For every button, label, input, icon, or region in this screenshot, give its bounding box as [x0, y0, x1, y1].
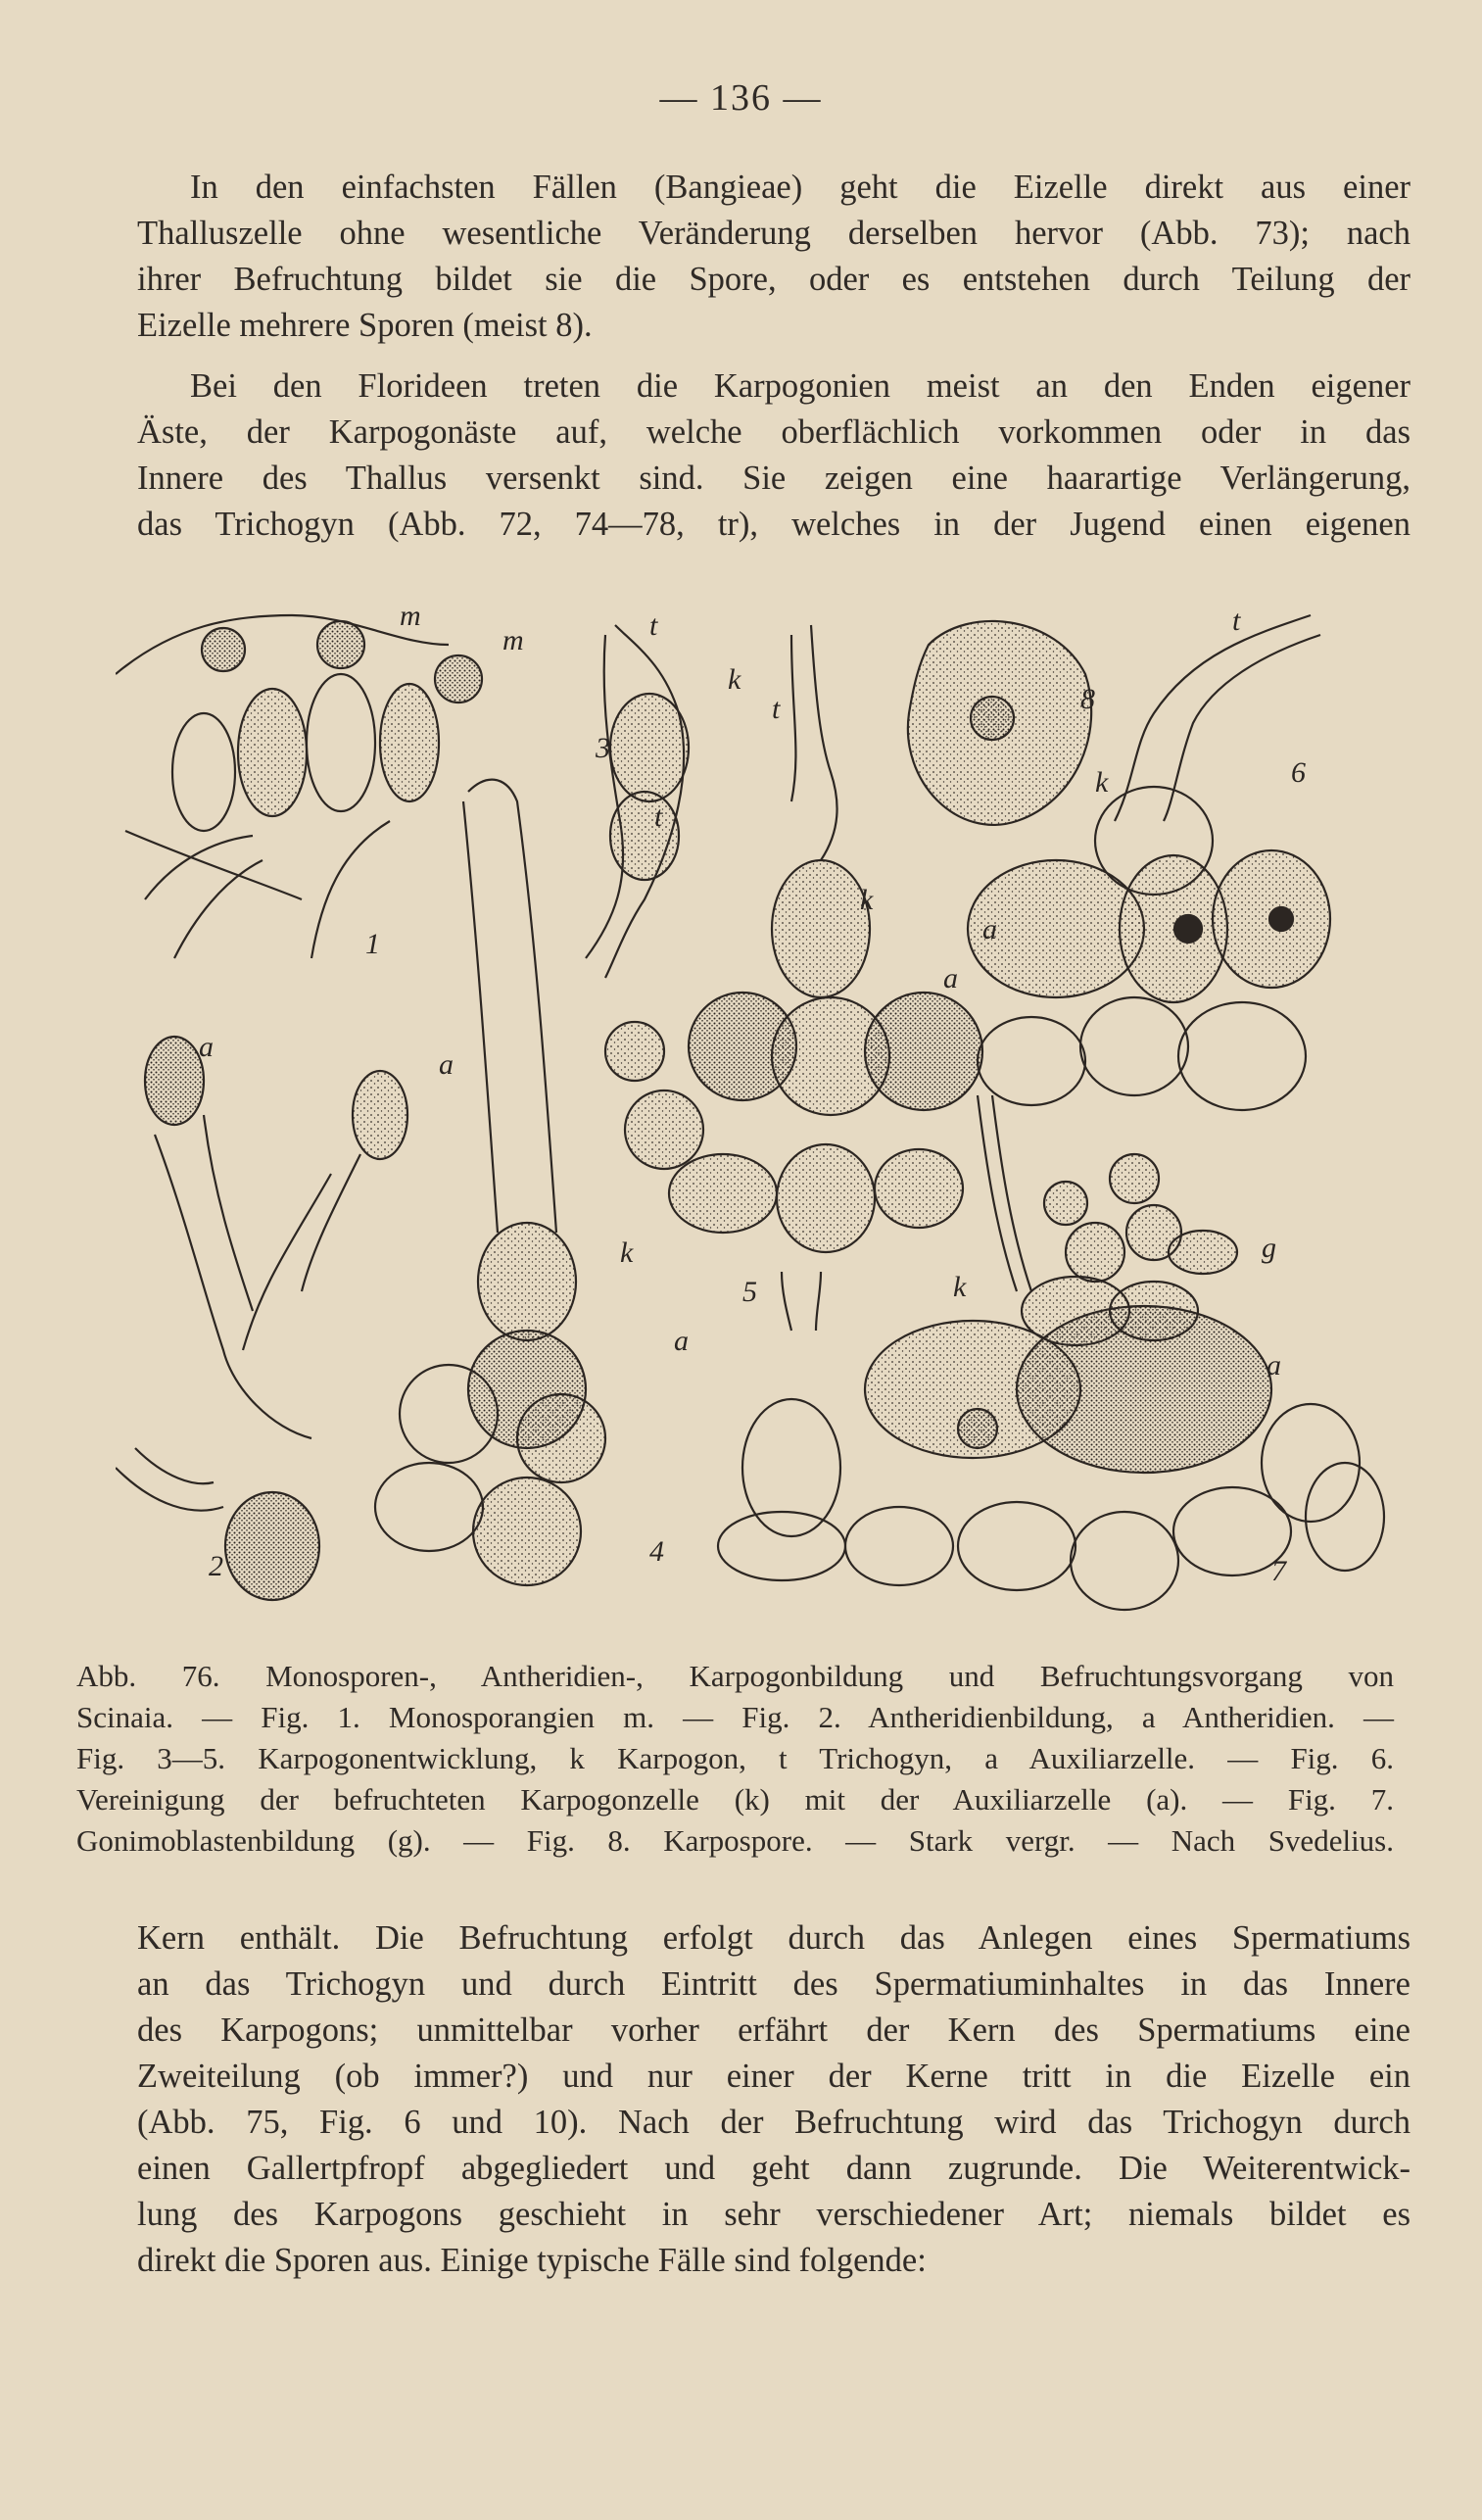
bottom-text [137, 1915, 1410, 2284]
caption-line: Vereinigung der befruchteten Karpogonzelle (k) mit der Auxiliarzelle (a). — Fig. 7. [76, 1782, 1394, 1817]
fig-2-drawing [116, 1037, 407, 1600]
fig-8-drawing [908, 621, 1091, 825]
fig-4-drawing [375, 780, 605, 1585]
text-line: an das Trichogyn und durch Eintritt des Spermatiuminhaltes in das Innere [137, 1965, 1410, 2003]
fig-label: k [728, 663, 741, 696]
fig-label: t [772, 693, 781, 725]
text-line: Äste, der Karpogonäste auf, welche oberflächlich vorkommen oder in das [137, 413, 1410, 451]
text-line: (Abb. 75, Fig. 6 und 10). Nach der Befruchtung wird das Trichogyn durch [137, 2104, 1410, 2141]
fig-label: a [439, 1048, 454, 1081]
text-line: direkt die Sporen aus. Einige typische Fälle sind folgende: [137, 2242, 927, 2279]
scientific-illustration [116, 606, 1389, 1629]
fig-label: a [943, 962, 958, 994]
fig-label: m [400, 606, 421, 632]
fig-label: g [1262, 1232, 1276, 1264]
fig-label: a [674, 1325, 689, 1357]
caption-line: Abb. 76. Monosporen-, Antheridien-, Karpogonbildung und Befruchtungsvorgang von [76, 1659, 1394, 1693]
fig-label: k [1095, 766, 1109, 799]
caption-line: Gonimoblastenbildung (g). — Fig. 8. Karpospore. — Stark vergr. — Nach Svedelius. [76, 1823, 1394, 1858]
fig-label: t [1232, 606, 1241, 637]
fig-label: 3 [596, 732, 610, 764]
text-line: einen Gallertpfropf abgegliedert und geht dann zugrunde. Die Weiterentwick- [137, 2150, 1410, 2187]
fig-label: 8 [1080, 683, 1095, 715]
text-line: ihrer Befruchtung bildet sie die Spore, oder es entstehen durch Teilung der [137, 261, 1410, 298]
text-line: Kern enthält. Die Befruchtung erfolgt durch das Anlegen eines Spermatiums [137, 1919, 1410, 1957]
fig-label: m [502, 624, 524, 656]
fig-label: 7 [1271, 1555, 1286, 1587]
fig-label: k [620, 1236, 634, 1269]
caption-line: Fig. 3—5. Karpogonentwicklung, k Karpogon, t Trichogyn, a Auxiliarzelle. — Fig. 6. [76, 1741, 1394, 1775]
fig-label: k [953, 1271, 967, 1303]
text-line: Thalluszelle ohne wesentliche Veränderung derselben hervor (Abb. 73); nach [137, 215, 1410, 252]
text-line: Zweiteilung (ob immer?) und nur einer der Kerne tritt in die Eizelle ein [137, 2058, 1410, 2095]
fig-label: k [860, 884, 874, 916]
caption-line: Scinaia. — Fig. 1. Monosporangien m. — Fig. 2. Antheridienbildung, a Antheridien. — [76, 1700, 1394, 1734]
text-line: In den einfachsten Fällen (Bangieae) geht die Eizelle direkt aus einer [190, 169, 1410, 206]
text-line: Eizelle mehrere Sporen (meist 8). [137, 307, 593, 344]
text-line: Bei den Florideen treten die Karpogonien meist an den Enden eigener [190, 367, 1410, 405]
fig-label: a [199, 1031, 214, 1063]
fig-label: t [654, 800, 663, 833]
top-text [137, 165, 1410, 548]
fig-label: a [1267, 1349, 1281, 1381]
fig-label: 5 [742, 1276, 757, 1308]
fig-label: t [649, 609, 658, 642]
page-number: — 136 — [659, 77, 823, 119]
fig-label: 2 [209, 1550, 223, 1582]
fig-label: 6 [1291, 756, 1306, 789]
fig-label: 1 [365, 928, 380, 960]
fig-1-drawing [116, 615, 482, 958]
text-line: Innere des Thallus versenkt sind. Sie zeigen eine haarartige Verlängerung, [137, 460, 1410, 497]
fig-label: a [982, 913, 997, 945]
fig-3-drawing [586, 625, 689, 978]
text-line: lung des Karpogons geschieht in sehr verschiedener Art; niemals bildet es [137, 2196, 1410, 2233]
fig-label: 4 [649, 1535, 664, 1568]
figure-caption [76, 1656, 1394, 1862]
text-line: das Trichogyn (Abb. 72, 74—78, tr), welches in der Jugend einen eigenen [137, 506, 1410, 543]
text-line: des Karpogons; unmittelbar vorher erfährt der Kern des Spermatiums eine [137, 2011, 1410, 2049]
